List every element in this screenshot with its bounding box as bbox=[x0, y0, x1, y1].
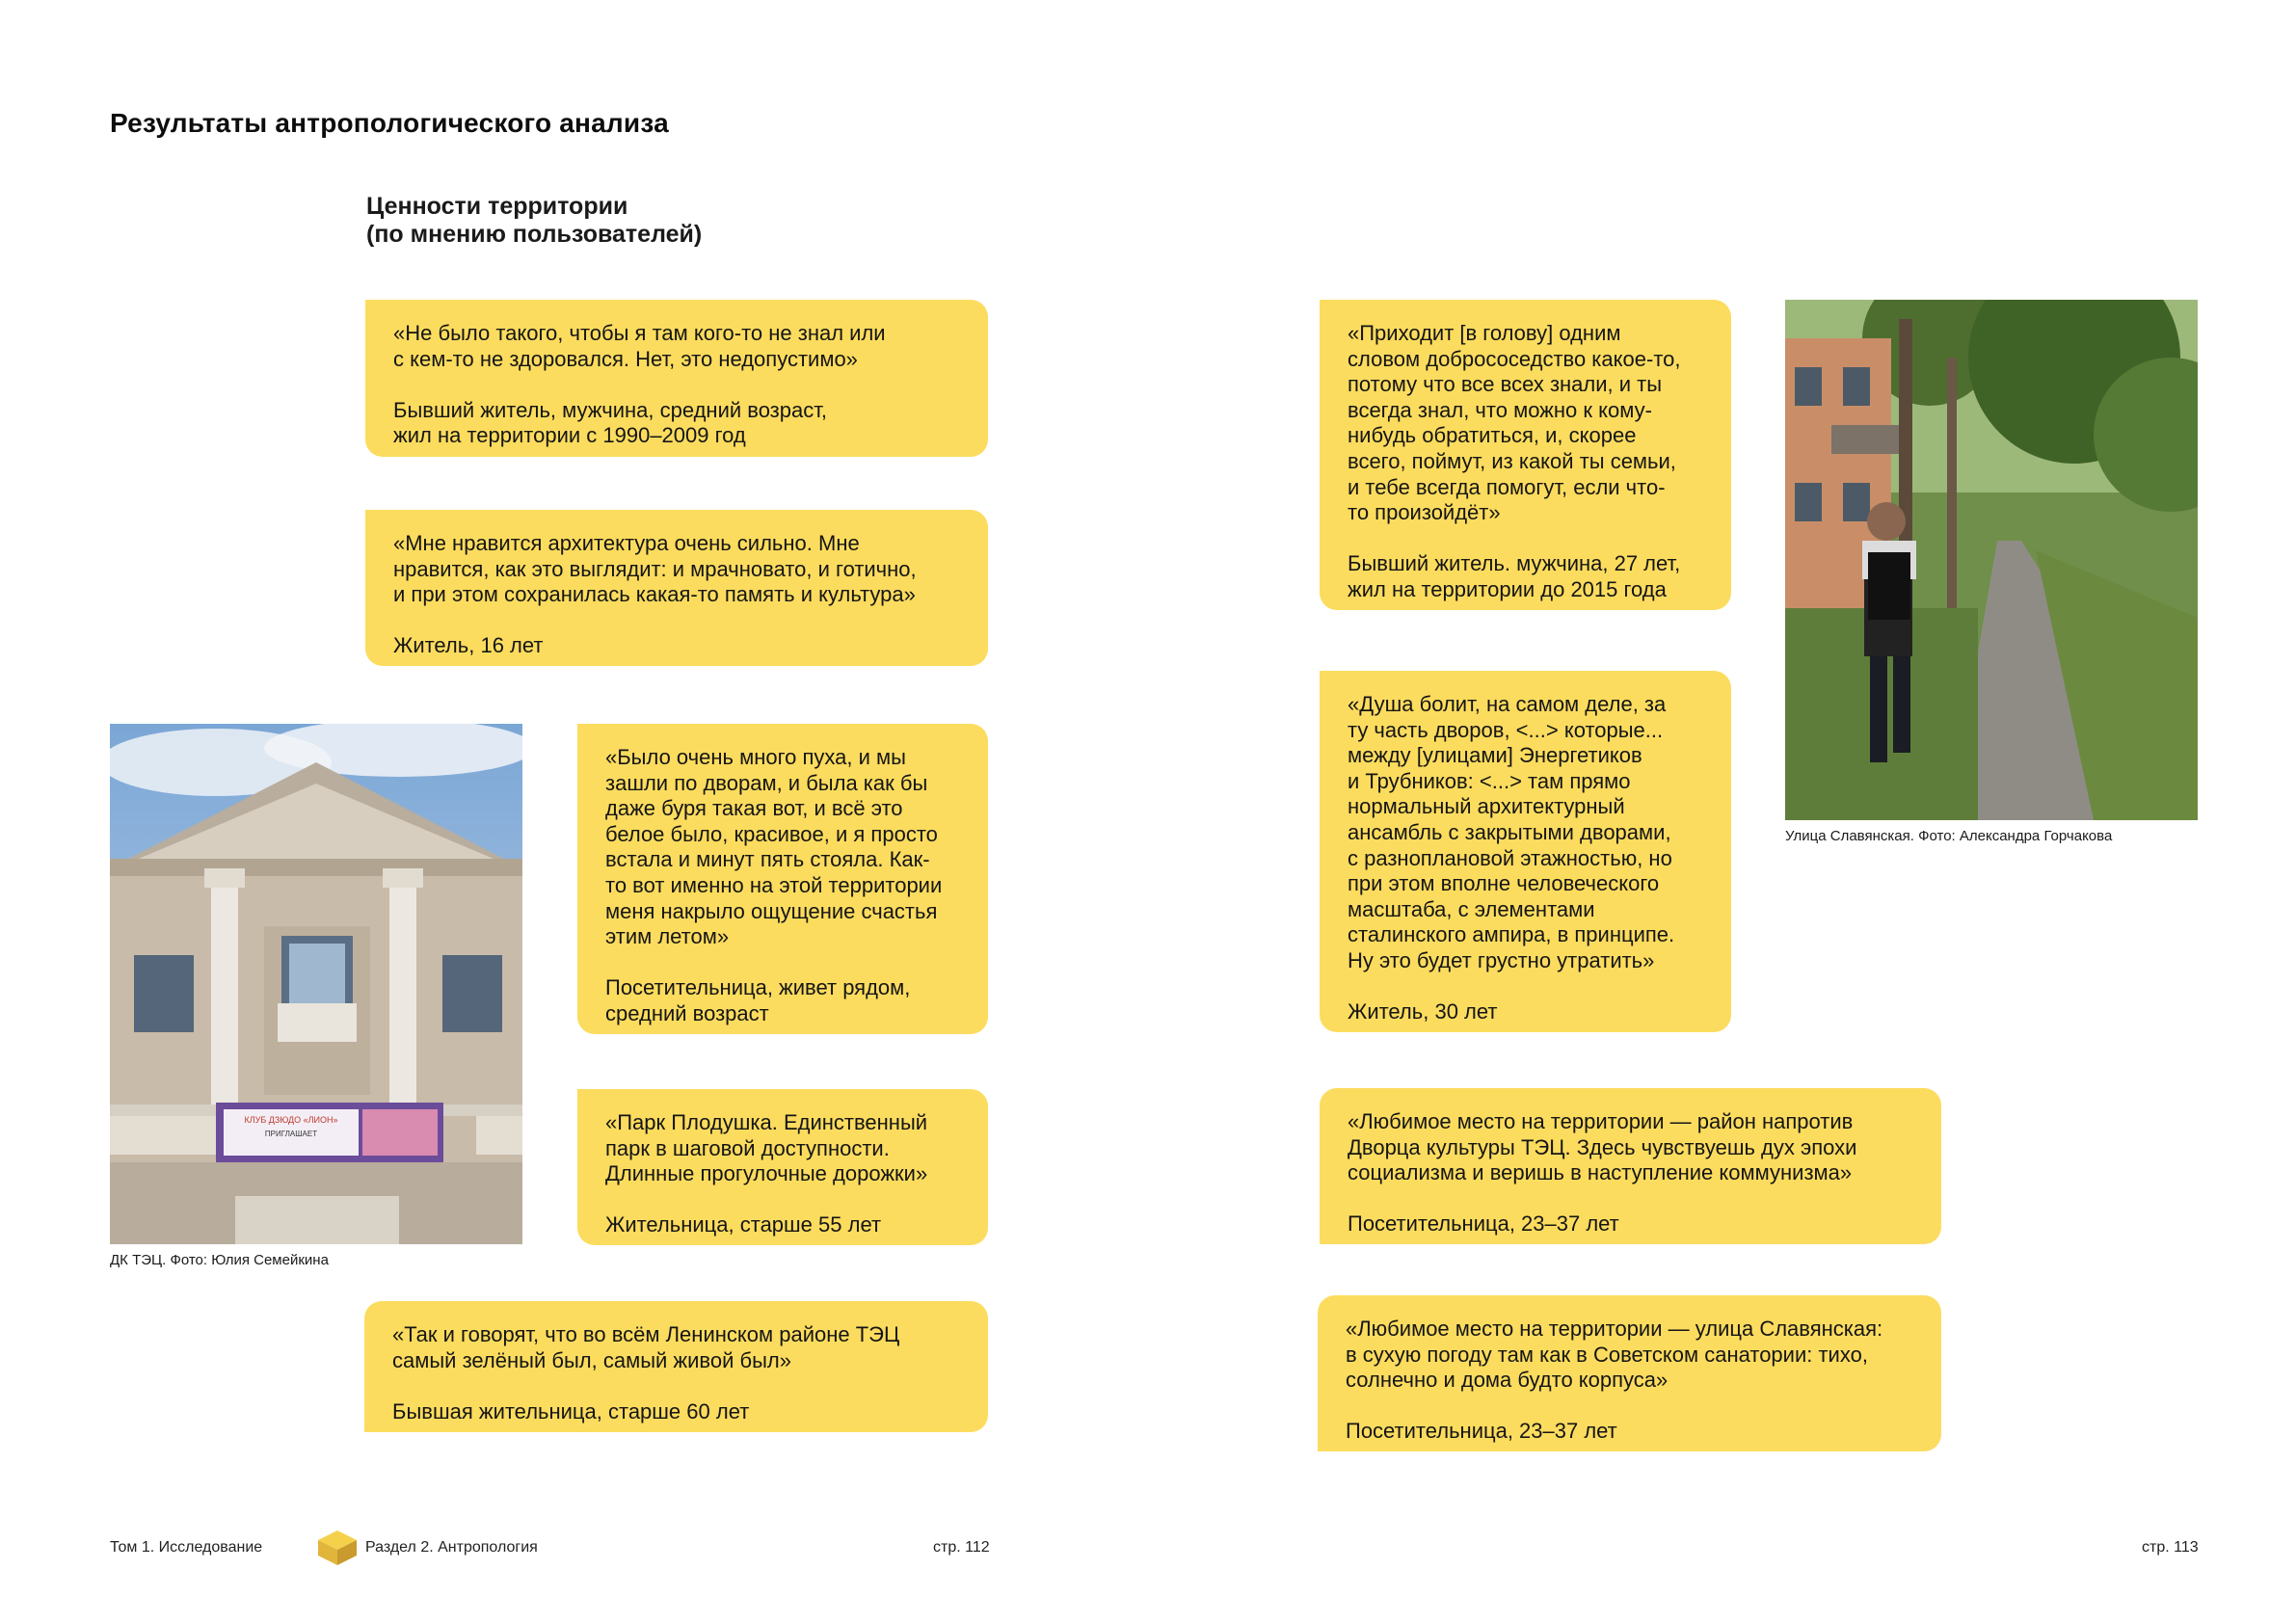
quote-text-line: в сухую погоду там как в Советском санатории: тихо, bbox=[1346, 1342, 1868, 1367]
quote-text-line: между [улицами] Энергетиков bbox=[1348, 743, 1642, 768]
quote-text-line: этим летом» bbox=[605, 924, 730, 949]
quote-text-line: словом добрососедство какое-то, bbox=[1348, 346, 1681, 371]
page-title: Результаты антропологического анализа bbox=[110, 108, 669, 138]
quote-text-line: «Любимое место на территории — улица Славянская: bbox=[1346, 1317, 1883, 1341]
section-subtitle bbox=[366, 193, 702, 249]
quote-text-line: «Так и говорят, что во всём Ленинском районе ТЭЦ bbox=[392, 1322, 900, 1346]
photo-caption: Улица Славянская. Фото: Александра Горчакова bbox=[1785, 828, 2113, 844]
quote-text-line: с разноплановой этажностью, но bbox=[1348, 845, 1672, 870]
footer-volume: Том 1. Исследование bbox=[110, 1539, 263, 1556]
quote-text-line: всего, поймут, из какой ты семьи, bbox=[1348, 448, 1676, 473]
page-number-right: стр. 113 bbox=[2142, 1539, 2199, 1556]
quote-author-line: жил на территории с 1990–2009 год bbox=[393, 423, 746, 448]
quote-text-line: «Было очень много пуха, и мы bbox=[605, 745, 906, 769]
quote-text-line: Ну это будет грустно утратить» bbox=[1348, 947, 1655, 972]
quote-text-line: парк в шаговой доступности. bbox=[605, 1135, 890, 1160]
banner-subtitle: ПРИГЛАШАЕТ bbox=[264, 1130, 318, 1138]
quote-author-line: Посетительница, 23–37 лет bbox=[1346, 1419, 1617, 1444]
quote-text-line: ту часть дворов, <...> которые... bbox=[1348, 717, 1664, 742]
quote-spacer bbox=[393, 372, 961, 398]
quote-spacer bbox=[1348, 526, 1704, 552]
quote-author-line: Бывшая жительница, старше 60 лет bbox=[392, 1398, 750, 1423]
quote-text-line: «Душа болит, на самом деле, за bbox=[1348, 692, 1667, 716]
quote-text-line: ансамбль с закрытыми дворами, bbox=[1348, 819, 1671, 844]
quote-spacer bbox=[605, 950, 961, 976]
quote-card bbox=[577, 1089, 988, 1245]
quote-text-line: «Любимое место на территории — район напротив bbox=[1348, 1109, 1854, 1133]
quote-text-line: потому что все всех знали, и ты bbox=[1348, 372, 1663, 397]
quote-text-line: меня накрыло ощущение счастья bbox=[605, 898, 938, 923]
quote-text-line: зашли по дворам, и была как бы bbox=[605, 770, 928, 795]
quote-spacer bbox=[605, 1187, 961, 1213]
quote-author-line: Посетительница, живет рядом, bbox=[605, 975, 911, 1000]
quote-text-line: всегда знал, что можно к кому- bbox=[1348, 397, 1652, 422]
quote-text-line: даже буря такая вот, и всё это bbox=[605, 796, 903, 821]
quote-text-line: встала и минут пять стояла. Как- bbox=[605, 847, 930, 872]
street-photo bbox=[1785, 300, 2198, 820]
quote-card bbox=[1320, 300, 1731, 610]
quote-spacer bbox=[392, 1373, 961, 1399]
quote-card bbox=[365, 510, 988, 666]
quote-card bbox=[1320, 671, 1731, 1032]
quote-spacer bbox=[393, 608, 961, 634]
quote-text-line: нибудь обратиться, и, скорее bbox=[1348, 423, 1637, 448]
quote-card bbox=[577, 724, 988, 1034]
quote-text-line: при этом вполне человеческого bbox=[1348, 871, 1660, 896]
quote-spacer bbox=[1348, 974, 1704, 1000]
quote-text-line: то вот именно на этой территории bbox=[605, 872, 943, 897]
quote-author-line: жил на территории до 2015 года bbox=[1348, 576, 1667, 601]
dk-building-photo bbox=[110, 724, 522, 1244]
quote-text-line: масштаба, с элементами bbox=[1348, 896, 1595, 921]
quote-text-line: и при этом сохранилась какая-то память и культура» bbox=[393, 582, 916, 607]
quote-card bbox=[365, 300, 988, 457]
quote-author-line: Житель, 16 лет bbox=[393, 633, 544, 658]
quote-author-line: средний возраст bbox=[605, 1000, 769, 1025]
quote-text-line: и Трубников: <...> там прямо bbox=[1348, 768, 1631, 793]
quote-author-line: Бывший житель. мужчина, 27 лет, bbox=[1348, 551, 1681, 576]
quote-card bbox=[1320, 1088, 1941, 1244]
quote-text-line: «Парк Плодушка. Единственный bbox=[605, 1110, 928, 1134]
quote-author-line: Житель, 30 лет bbox=[1348, 999, 1498, 1024]
quote-text-line: «Мне нравится архитектура очень сильно. Мне bbox=[393, 531, 860, 555]
quote-text-line: «Приходит [в голову] одним bbox=[1348, 321, 1621, 345]
quote-text-line: то произойдёт» bbox=[1348, 500, 1501, 525]
dk-building-illustration bbox=[110, 724, 522, 1244]
quote-card bbox=[1318, 1295, 1941, 1451]
quote-spacer bbox=[1346, 1394, 1914, 1420]
quote-text-line: сталинского ампира, в принципе. bbox=[1348, 922, 1675, 947]
quote-text-line: солнечно и дома будто корпуса» bbox=[1346, 1368, 1669, 1393]
street-illustration bbox=[1785, 300, 2198, 820]
quote-author-line: Бывший житель, мужчина, средний возраст, bbox=[393, 397, 827, 422]
quote-card bbox=[364, 1301, 988, 1432]
quote-text-line: белое было, красивое, и я просто bbox=[605, 821, 938, 846]
quote-text-line: Дворца культуры ТЭЦ. Здесь чувствуешь дух эпохи bbox=[1348, 1134, 1857, 1159]
page-number-left: стр. 112 bbox=[933, 1539, 990, 1556]
quote-text-line: и тебе всегда помогут, если что- bbox=[1348, 474, 1666, 499]
quote-text-line: нормальный архитектурный bbox=[1348, 794, 1625, 819]
quote-text-line: «Не было такого, чтобы я там кого-то не знал или bbox=[393, 321, 886, 345]
quote-text-line: нравится, как это выглядит: и мрачновато, и готично, bbox=[393, 556, 917, 581]
banner-title: КЛУБ ДЗЮДО «ЛИОН» bbox=[244, 1115, 338, 1125]
quote-author-line: Посетительница, 23–37 лет bbox=[1348, 1211, 1619, 1237]
section-logo-icon bbox=[316, 1529, 359, 1567]
quote-text-line: самый зелёный был, самый живой был» bbox=[392, 1347, 791, 1372]
quote-author-line: Жительница, старше 55 лет bbox=[605, 1212, 882, 1237]
subtitle-line: Ценности территории bbox=[366, 193, 628, 220]
quote-text-line: Длинные прогулочные дорожки» bbox=[605, 1161, 928, 1186]
quote-text-line: социализма и веришь в наступление коммунизма» bbox=[1348, 1160, 1853, 1185]
photo-caption: ДК ТЭЦ. Фото: Юлия Семейкина bbox=[110, 1252, 329, 1268]
quote-spacer bbox=[1348, 1186, 1914, 1212]
footer-section: Раздел 2. Антропология bbox=[365, 1539, 538, 1556]
quote-text-line: с кем-то не здоровался. Нет, это недопустимо» bbox=[393, 346, 858, 371]
subtitle-line: (по мнению пользователей) bbox=[366, 221, 703, 248]
